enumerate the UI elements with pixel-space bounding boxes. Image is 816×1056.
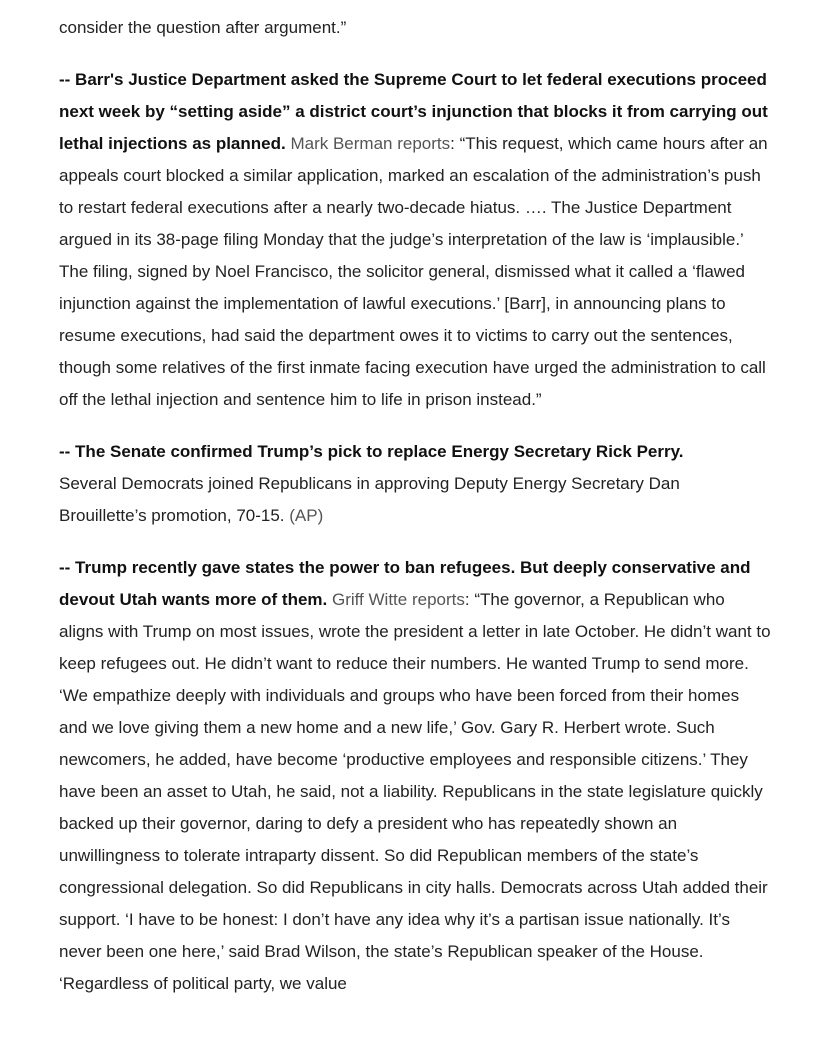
news-item-executions [59,64,771,416]
news-item-body: Several Democrats joined Republicans in approving Deputy Energy Secretary Dan Brouillette’s promotion, 70-15. [59,474,680,525]
continuation-paragraph [59,12,771,44]
source-link-griff-witte[interactable]: Griff Witte reports [331,590,465,609]
continuation-text: consider the question after argument.” [59,18,347,37]
document-page [59,12,771,1020]
source-link-ap[interactable]: (AP) [289,506,324,525]
news-item-body: : “The governor, a Republican who aligns with Trump on most issues, wrote the president a letter in late October. He didn’t want to keep refugees out. He didn’t want to reduce their numbers. He wanted Trump to send more. ‘We empathize deeply with individuals and groups who have been forced from their homes and we love giving them a new home and a new life,’ Gov. Gary R. Herbert wrote. Such newcomers, he added, have become ‘productive employees and responsible citizens.’ They have been an asset to Utah, he said, not a liability. Republicans in the state legislature quickly backed up their governor, daring to defy a president who has repeatedly shown an unwillingness to tolerate intraparty dissent. So did Republican members of the state’s congressional delegation. So did Republicans in city halls. Democrats across Utah added their support. ‘I have to be honest: I don’t have any idea why it’s a partisan issue nationally. It’s never been one here,’ said Brad Wilson, the state’s Republican speaker of the House. ‘Regardless of political party, we value [59,590,771,993]
news-item-headline: -- The Senate confirmed Trump’s pick to replace Energy Secretary Rick Perry. [59,442,684,461]
source-link-mark-berman[interactable]: Mark Berman reports [290,134,451,153]
news-item-body: : “This request, which came hours after an appeals court blocked a similar application, marked an escalation of the administration’s push to restart federal executions after a nearly two-decade hiatus. …. The Justice Department argued in its 38-page filing Monday that the judge’s interpretation of the law is ‘implausible.’ The filing, signed by Noel Francisco, the solicitor general, dismissed what it called a ‘flawed injunction against the implementation of lawful executions.’ [Barr], in announcing plans to resume executions, had said the department owes it to victims to carry out the sentences, though some relatives of the first inmate facing execution have urged the administration to call off the lethal injection and sentence him to life in prison instead.” [59,134,768,409]
news-item-utah-refugees [59,552,771,1000]
news-item-headline: -- Trump recently gave states the power to ban refugees. But deeply conservative and devout Utah wants more of them. [59,558,751,609]
news-item-energy-secretary [59,436,771,532]
news-item-headline: -- Barr's Justice Department asked the Supreme Court to let federal executions proceed next week by “setting aside” a district court’s injunction that blocks it from carrying out lethal injections as planned. [59,70,768,153]
